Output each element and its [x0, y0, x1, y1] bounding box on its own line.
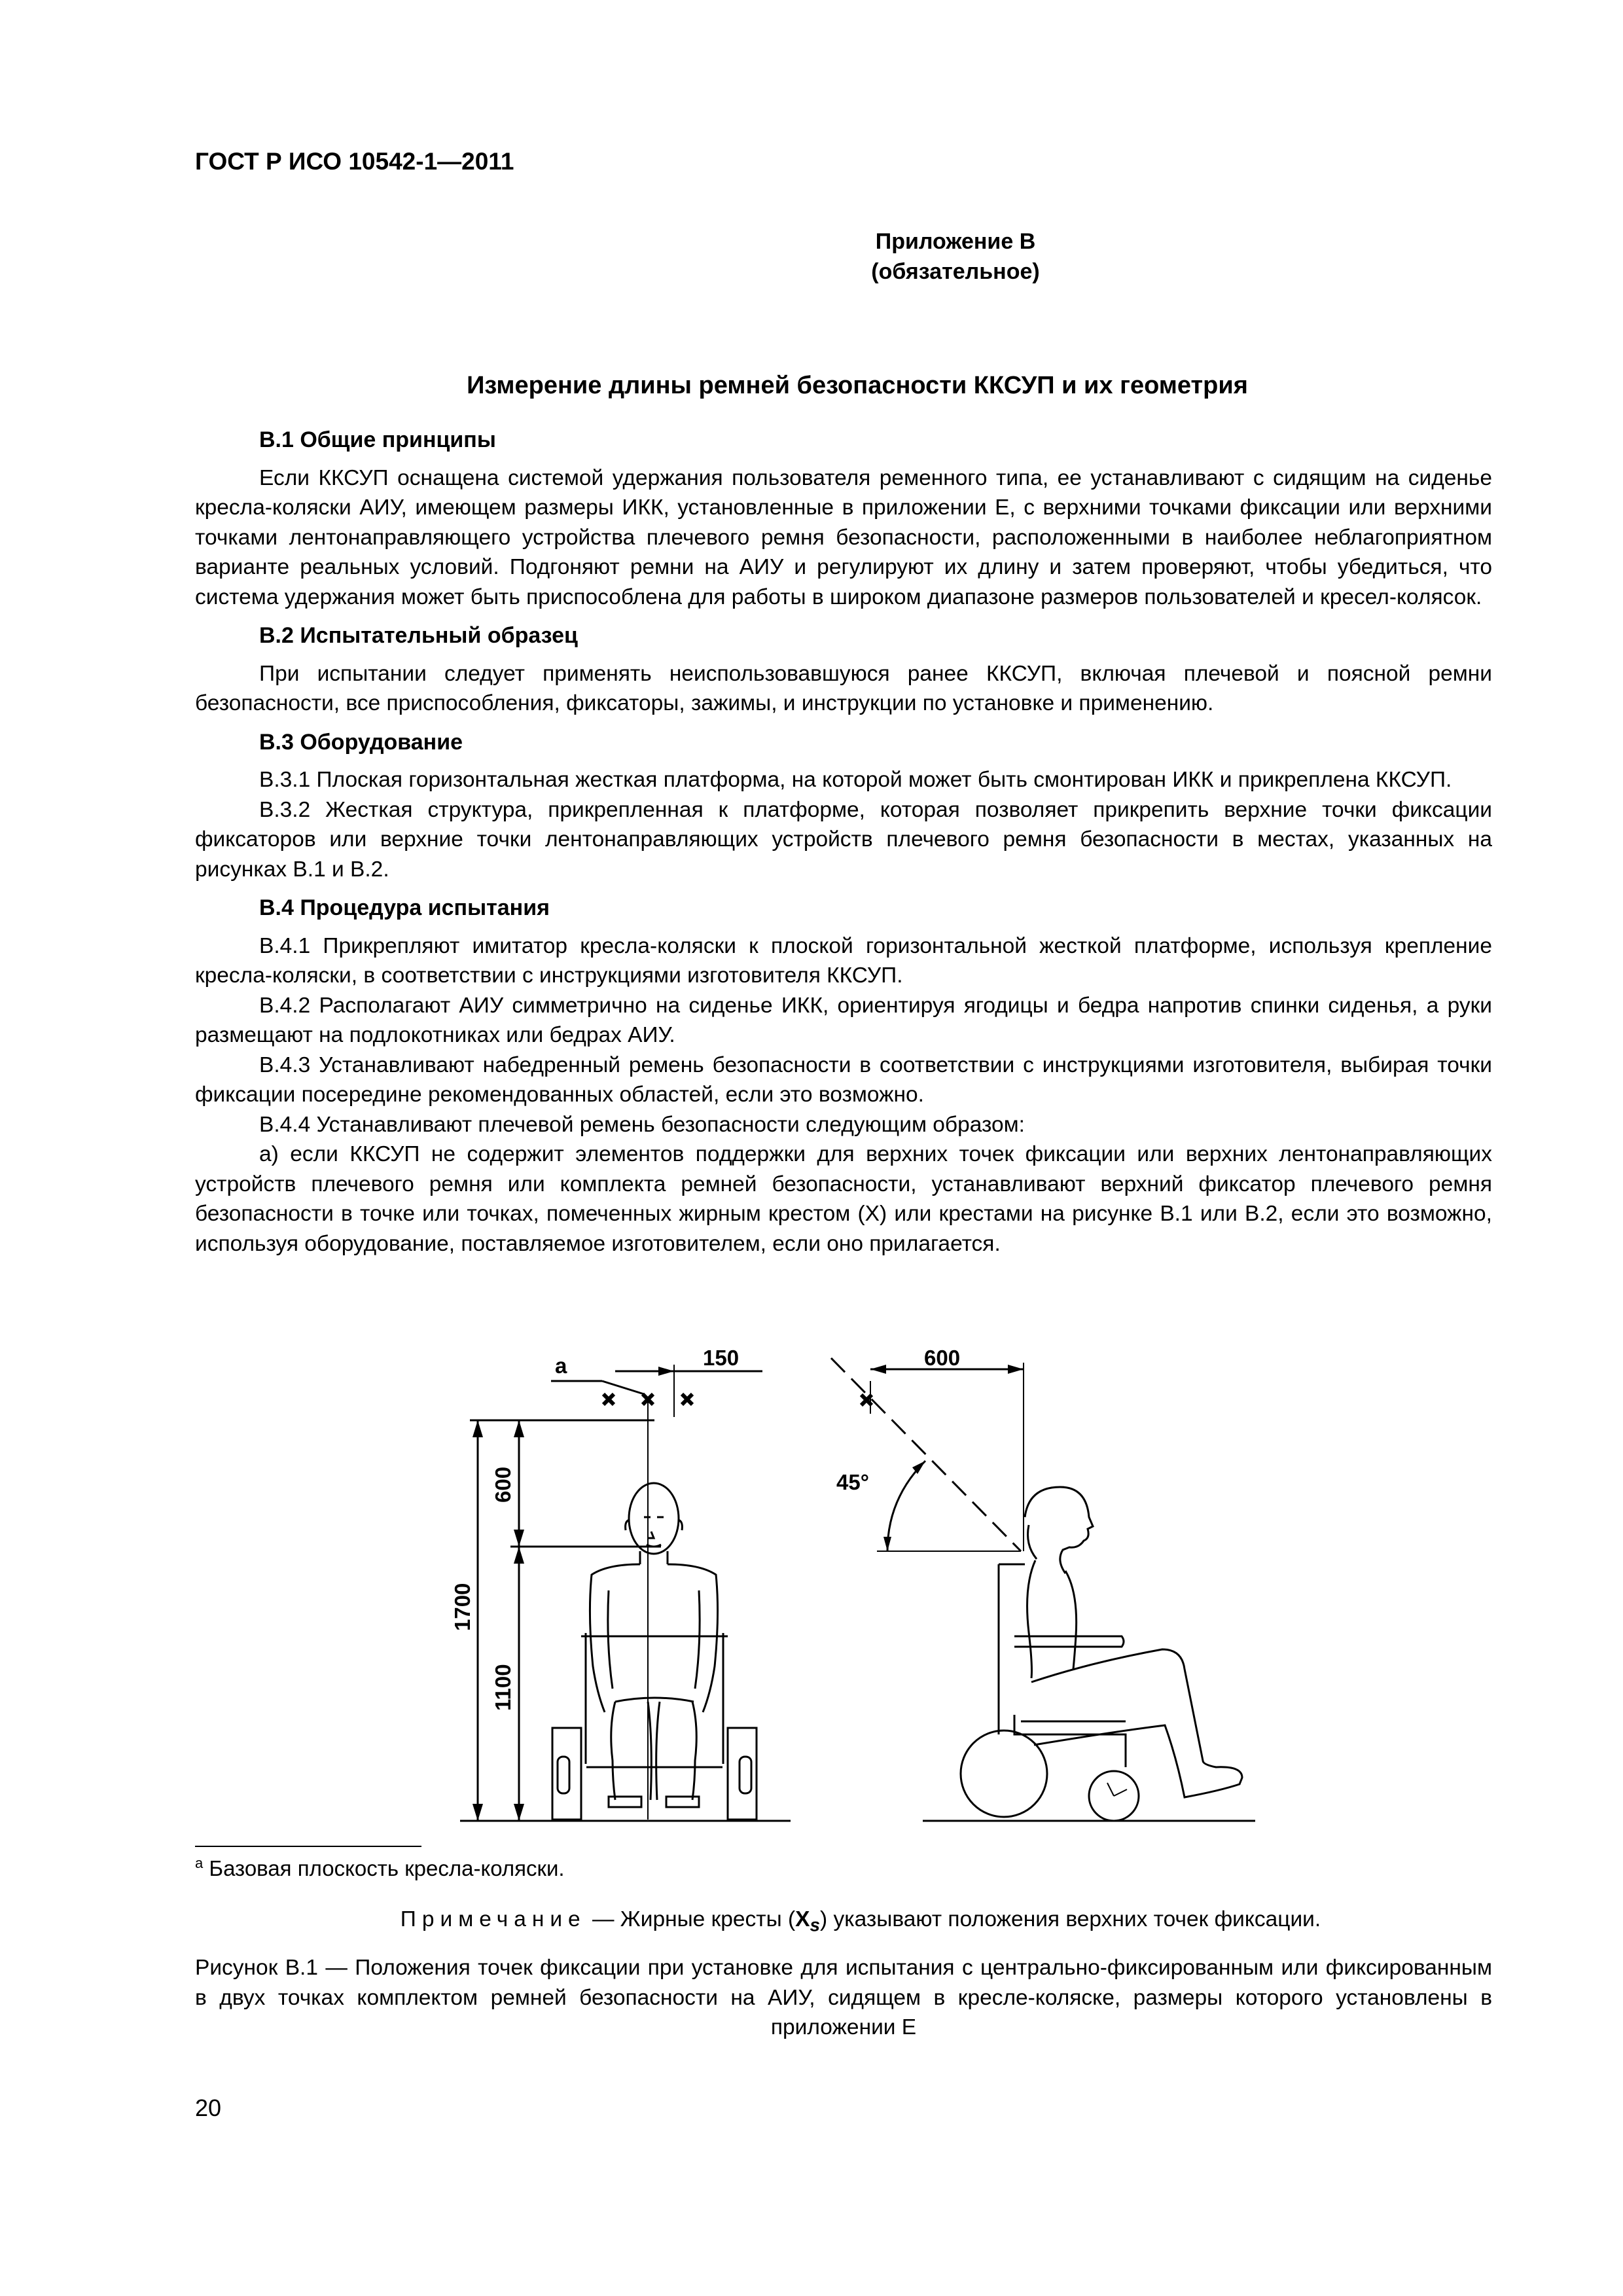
footnote-marker: а: [195, 1855, 204, 1871]
note-subscript: s: [810, 1914, 821, 1935]
occupant-legs-side: [1031, 1649, 1242, 1797]
wheel-large: [961, 1731, 1047, 1817]
section-heading-b2: В.2 Испытательный образец: [259, 623, 578, 648]
section-heading-b3: В.3 Оборудование: [259, 729, 463, 755]
paragraph-b4-2: В.4.2 Располагают АИУ симметрично на сиденье ИКК, ориентируя ягодицы и бедра напротив спинки сиденья, а руки размещают на подлокотниках или бедрах АИУ.: [195, 993, 1492, 1047]
occupant-legs-front: [611, 1702, 697, 1800]
section-heading-b4: В.4 Процедура испытания: [259, 895, 550, 920]
footnote-rule: [195, 1846, 421, 1847]
appendix-status: (обязательное): [871, 259, 1040, 284]
paragraph-b1: Если ККСУП оснащена системой удержания пользователя ременного типа, ее устанавливают с сидящим на сиденье кресла-коляски АИУ, имеющем размеры ИКК, установленные в приложении Е, с верхними точками фиксации или верхними точками лентонаправляющего устройства плечевого ремня безопасности, расположенными в наиболее неблагоприятном варианте реальных условий. Подгоняют ремни на АИУ и регулируют их длину и затем проверяют, чтобы убедиться, что система удержания может быть приспособлена для работы в широком диапазоне размеров пользователей и кресел-колясок.: [195, 465, 1492, 609]
section-heading-b1: В.1 Общие принципы: [259, 427, 496, 452]
footnote-text: Базовая плоскость кресла-коляски.: [209, 1856, 565, 1880]
page-number: 20: [195, 2094, 222, 2121]
body-text: [195, 425, 1492, 1259]
dim-600-top: 600: [924, 1346, 961, 1370]
belt-angle-line: [831, 1358, 1021, 1551]
dim-1700: 1700: [450, 1583, 474, 1631]
paragraph-b4-4: В.4.4 Устанавливают плечевой ремень безопасности следующим образом:: [259, 1112, 1025, 1137]
paragraph-b4-4a: а) если ККСУП не содержит элементов поддержки для верхних точек фиксации или верхних лентонаправляющих устройств плечевого ремня или комплекта ремней безопасности, устанавливают верхний фиксатор плечевого ремня безопасности в точке или точках, помеченных жирным крестом (Х) или крестами на рисунке В.1 или В.2, если это возможно, используя оборудование, поставляемое изготовителем, если оно прилагается.: [195, 1142, 1492, 1256]
paragraph-b4-1: В.4.1 Прикрепляют имитатор кресла-коляски к плоской горизонтальной жесткой платформе, используя крепление кресла-коляски, в соответствии с инструкциями изготовителя ККСУП.: [195, 933, 1492, 988]
dim-1100: 1100: [491, 1664, 515, 1711]
appendix-title: Измерение длины ремней безопасности ККСУП и их геометрия: [467, 372, 1248, 399]
occupant-torso-side: [1027, 1560, 1077, 1678]
dim-150: 150: [703, 1346, 740, 1370]
occupant-head-front: [629, 1483, 679, 1554]
standard-code: ГОСТ Р ИСО 10542-1—2011: [195, 148, 514, 175]
appendix-heading: [0, 226, 1623, 287]
appendix-name: Приложение В: [875, 229, 1036, 254]
note-text-before: — Жирные кресты (: [586, 1907, 796, 1931]
figure-note: [0, 1907, 1623, 1936]
note-prefix: Примечание: [400, 1907, 586, 1931]
figure-b1: [0, 1335, 1623, 1846]
angle-label: 45°: [836, 1470, 869, 1494]
dim-600-side: 600: [491, 1466, 515, 1503]
paragraph-b2: При испытании следует применять неиспользовавшуюся ранее ККСУП, включая плечевой и поясной ремни безопасности, все приспособления, фиксаторы, зажимы, и инструкции по установке и применению.: [195, 661, 1492, 715]
label-a: а: [555, 1354, 567, 1378]
note-text-after: ) указывают положения верхних точек фиксации.: [820, 1907, 1321, 1931]
paragraph-b3-1: В.3.1 Плоская горизонтальная жесткая платформа, на которой может быть смонтирован ИКК и прикреплена ККСУП.: [259, 768, 1452, 792]
footnote: [195, 1855, 565, 1881]
figure-caption: Рисунок В.1 — Положения точек фиксации при установке для испытания с центрально-фиксированным или фиксированным в двух точках комплектом ремней безопасности на АИУ, сидящем в кресле-коляске, размеры которого установлены в приложении Е: [195, 1956, 1492, 2039]
paragraph-b4-3: В.4.3 Устанавливают набедренный ремень безопасности в соответствии с инструкциями изготовителя, выбирая точки фиксации посередине рекомендованных областей, если это возможно.: [195, 1052, 1492, 1107]
paragraph-b3-2: В.3.2 Жесткая структура, прикрепленная к платформе, которая позволяет прикрепить верхние точки фиксации фиксаторов или верхние точки лентонаправляющих устройств плечевого ремня безопасности в местах, указанных на рисунках В.1 и В.2.: [195, 797, 1492, 882]
note-symbol: X: [795, 1907, 810, 1931]
